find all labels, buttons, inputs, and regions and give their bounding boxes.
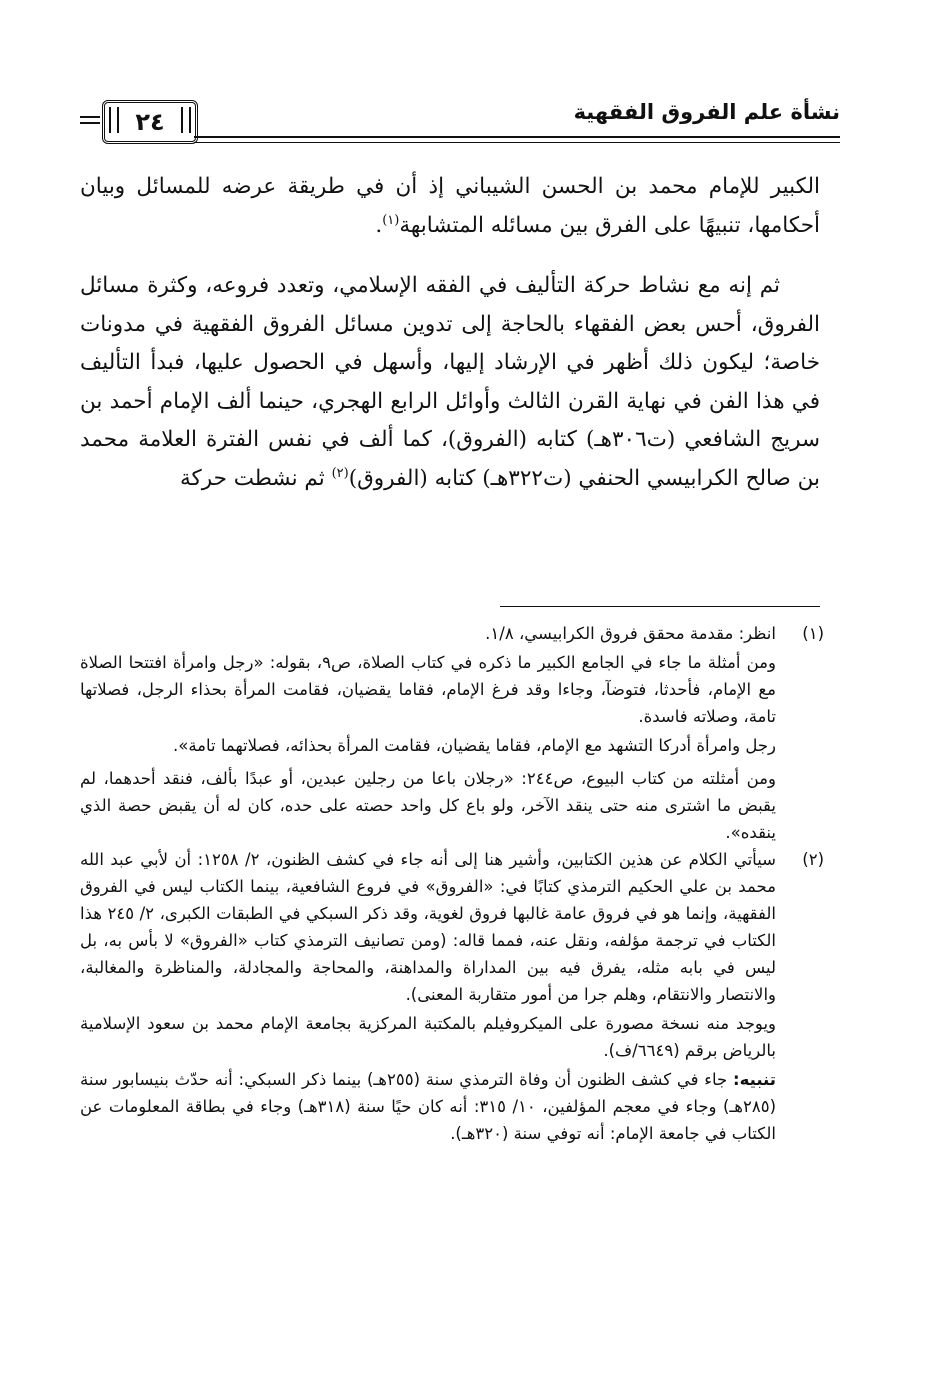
paragraph-1-text: الكبير للإمام محمد بن الحسن الشيباني إذ أن في طريقة عرضه للمسائل وبيان أحكامها، تنبيهًا على الفرق بين مسائله المتشابهة <box>80 174 820 238</box>
footnote-2-note <box>80 1066 776 1147</box>
paragraph-2-text: ثم إنه مع نشاط حركة التأليف في الفقه الإسلامي، وتعدد فروعه، وكثرة مسائل الفروق، أحس بعض الفقهاء بالحاجة إلى تدوين مسائل الفروق الفقهية في مدونات خاصة؛ ليكون ذلك أظهر في الإرشاد إليها، وأسهل في الحصول عليها، فبدأ التأليف في هذا الفن في نهاية القرن الثالث وأوائل الرابع الهجري، حينما ألف الإمام أحمد بن سريج الشافعي (ت٣٠٦هـ) كتابه (الفروق)، كما ألف في نفس الفترة العلامة محمد بن صالح الكرابيسي الحنفي (ت٣٢٢هـ) كتابه (الفروق) <box>80 273 820 491</box>
paragraph-1 <box>80 168 820 245</box>
note-label: تنبيه: <box>732 1070 776 1089</box>
footnote-ref-1: (١) <box>382 212 400 228</box>
footnote-ref-2: (٢) <box>331 465 349 481</box>
paragraph-1-end: . <box>375 212 383 238</box>
footnote-separator <box>500 606 820 607</box>
page-number: ٢٤ <box>102 100 198 144</box>
footnote-2-line: ويوجد منه نسخة مصورة على الميكروفيلم بالمكتبة المركزية بجامعة الإمام محمد بن سعود الإسلامية بالرياض برقم (٦٦٤٩/ف). <box>80 1014 776 1060</box>
footnote-1 <box>80 620 824 846</box>
footnotes <box>80 620 824 1147</box>
footnote-1-number: (١) <box>802 624 824 643</box>
paragraph-2 <box>80 267 820 498</box>
footnote-1-line: ومن أمثلة ما جاء في الجامع الكبير ما ذكره في كتاب الصلاة، ص٩، بقوله: «رجل وامرأة افتتحا الصلاة مع الإمام، فأحدثا، فتوضآ، وجاءا وقد فرغ الإمام، فقاما يقضيان، فقامت المرأة بحذاء الرجل، فصلاتها تامة، وصلاته فاسدة. <box>80 653 776 726</box>
footnote-1-line: ومن أمثلته من كتاب البيوع، ص٢٤٤: «رجلان باعا من رجلين عبدين، أو عبدًا بألف، فنقد أحدهما، لم يقبض ما اشترى منه حتى ينقد الآخر، ولو باع كل واحد حصته على حده، كان له أن يقبض حصة الذي ينقده». <box>80 769 776 842</box>
chapter-title: نشأة علم الفروق الفقهية <box>573 100 840 124</box>
footnote-2-number: (٢) <box>802 850 824 869</box>
footnote-2 <box>80 846 824 1147</box>
footnote-1-line: انظر: مقدمة محقق فروق الكرابيسي، ١/٨. <box>485 624 776 643</box>
footnote-1-line: رجل وامرأة أدركا التشهد مع الإمام، فقاما يقضيان، فقامت المرأة بحذائه، فصلاتهما تامة». <box>172 736 776 755</box>
footnote-2-line: سيأتي الكلام عن هذين الكتابين، وأشير هنا إلى أنه جاء في كشف الظنون، ٢/ ١٢٥٨: أن لأبي عبد الله محمد بن علي الحكيم الترمذي كتابًا في: «الفروق» في فروع الشافعية، بينما الكتاب ليس في الفروق الفقهية، وإنما هو في فروق عامة غالبها فروق لغوية، وقد ذكر السبكي في الطبقات الكبرى، ٢/ ٢٤٥ هذا الكتاب في ترجمة مؤلفه، ونقل عنه، فمما قاله: (ومن تصانيف الترمذي كتاب «الفروق» لا بأس به، بل ليس في بابه مثله، يفرق فيه بين المداراة والمداهنة، والمحاجة والمجادلة، والمناظرة والمغالبة، والانتصار والانتقام، وهلم جرا من أمور متقاربة المعنى). <box>80 850 777 1004</box>
main-text <box>80 168 820 498</box>
header-rule <box>194 136 840 143</box>
note-text: جاء في كشف الظنون أن وفاة الترمذي سنة (٢٥٥هـ) بينما ذكر السبكي: أنه حدّث بنيسابور سنة (٢٨٥هـ) وجاء في معجم المؤلفين، ١٠/ ٣١٥: أنه كان حيًا سنة (٣١٨هـ) وجاء في بطاقة المعلومات عن الكتاب في جامعة الإمام: أنه توفي سنة (٣٢٠هـ). <box>80 1070 776 1143</box>
header-ornament-left <box>80 116 100 124</box>
running-header <box>80 92 840 152</box>
paragraph-2-end: ثم نشطت حركة <box>179 465 332 491</box>
